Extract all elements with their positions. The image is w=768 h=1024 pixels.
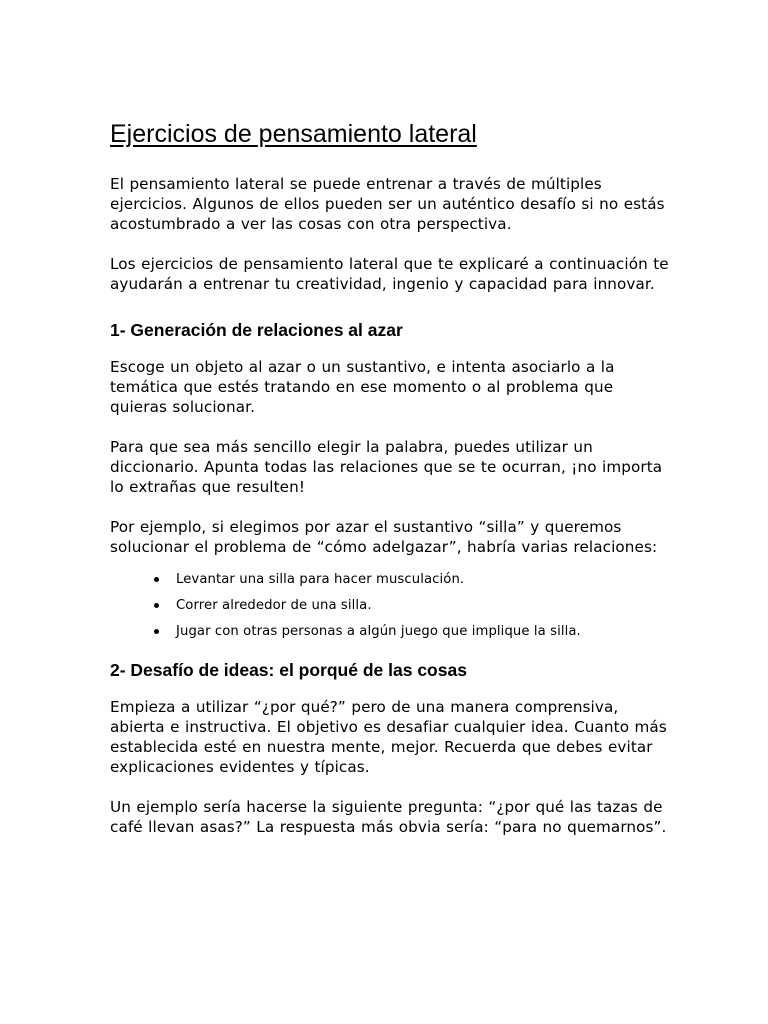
intro-paragraph-2: Los ejercicios de pensamiento lateral que te explicaré a continuación te ayudarán a entrenar tu creatividad, ingenio y capacidad para innovar. — [110, 255, 669, 293]
list-item — [176, 597, 670, 615]
section-2-paragraph-2: Un ejemplo sería hacerse la siguiente pregunta: “¿por qué las tazas de café llevan asas?” La respuesta más obvia sería: “para no quemarnos”. — [110, 798, 667, 836]
section-2-heading: 2- Desafío de ideas: el porqué de las cosas — [110, 660, 467, 680]
list-item-text: Correr alrededor de una silla. — [176, 598, 372, 613]
section-1-heading: 1- Generación de relaciones al azar — [110, 320, 403, 340]
section-1-bullet-list — [110, 571, 670, 641]
section-1-paragraph-3: Por ejemplo, si elegimos por azar el sustantivo “silla” y queremos solucionar el problema de “cómo adelgazar”, habría varias relaciones: — [110, 518, 658, 556]
bullet-dot-icon — [154, 603, 159, 608]
section-1-paragraph-1: Escoge un objeto al azar o un sustantivo, e intenta asociarlo a la temática que estés tratando en ese momento o al problema que quieras solucionar. — [110, 358, 615, 416]
bullet-dot-icon — [154, 629, 159, 634]
list-item — [176, 571, 670, 589]
document-page — [110, 118, 670, 857]
list-item-text: Jugar con otras personas a algún juego que implique la silla. — [176, 624, 581, 639]
list-item — [176, 623, 670, 641]
intro-paragraph-1: El pensamiento lateral se puede entrenar a través de múltiples ejercicios. Algunos de ellos pueden ser un auténtico desafío si no estás acostumbrado a ver las cosas con otra perspectiva. — [110, 175, 665, 233]
bullet-dot-icon — [154, 577, 159, 582]
section-2-paragraph-1: Empieza a utilizar “¿por qué?” pero de una manera comprensiva, abierta e instructiva. El objetivo es desafiar cualquier idea. Cuanto más establecida esté en nuestra mente, mejor. Recuerda que debes evitar explicaciones evidentes y típicas. — [110, 698, 667, 776]
section-1-paragraph-2: Para que sea más sencillo elegir la palabra, puedes utilizar un diccionario. Apunta todas las relaciones que se te ocurran, ¡no importa lo extrañas que resulten! — [110, 438, 663, 496]
document-title: Ejercicios de pensamiento lateral — [110, 120, 477, 148]
list-item-text: Levantar una silla para hacer musculación. — [176, 572, 465, 587]
